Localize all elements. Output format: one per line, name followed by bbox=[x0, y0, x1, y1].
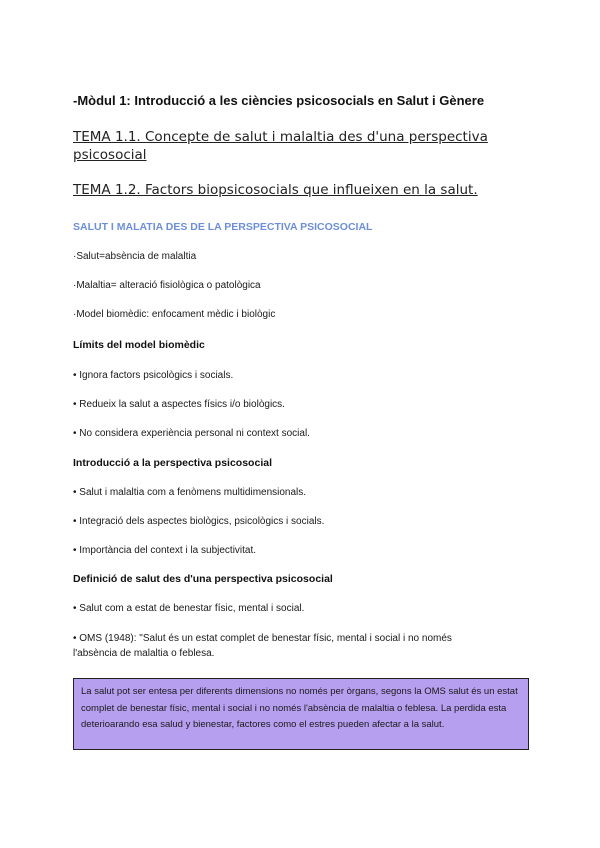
definition-model-biomedic: ·Model biomèdic: enfocament mèdic i biològic bbox=[73, 309, 276, 320]
tema-2-title: TEMA 1.2. Factors biopsicosocials que influeixen en la salut. bbox=[73, 182, 478, 198]
limits-heading: Límits del model biomèdic bbox=[73, 339, 205, 351]
limits-item: • Redueix la salut a aspectes físics i/o biològics. bbox=[73, 399, 285, 410]
definition-malaltia: ·Malaltia= alteració fisiològica o patològica bbox=[73, 280, 261, 291]
definition-salut: ·Salut=absència de malaltia bbox=[73, 251, 197, 262]
intro-item: • Salut i malaltia com a fenòmens multidimensionals. bbox=[73, 487, 307, 498]
limits-item: • No considera experiència personal ni context social. bbox=[73, 428, 310, 439]
limits-item: • Ignora factors psicològics i socials. bbox=[73, 370, 234, 381]
oms-definition: • OMS (1948): "Salut és un estat complet de benestar físic, mental i social i no només l'absència de malaltia o feblesa. bbox=[73, 633, 452, 659]
highlighted-note-box: La salut pot ser entesa per diferents dimensions no només per òrgans, segons la OMS salut és un estat complet de benestar físic, mental i social i no només l'absència de malaltia o feblesa. La perdida esta deterioarando esa salud y bienestar, factores como el estres pueden afectar a la salut. bbox=[73, 678, 529, 750]
section-heading: SALUT I MALATIA DES DE LA PERSPECTIVA PSICOSOCIAL bbox=[73, 221, 373, 233]
intro-item: • Importància del context i la subjectivitat. bbox=[73, 545, 257, 556]
definicio-item: • Salut com a estat de benestar físic, mental i social. bbox=[73, 603, 305, 614]
module-title: -Mòdul 1: Introducció a les ciències psicosocials en Salut i Gènere bbox=[73, 93, 485, 108]
intro-heading: Introducció a la perspectiva psicosocial bbox=[73, 457, 272, 469]
intro-item: • Integració dels aspectes biològics, psicològics i socials. bbox=[73, 516, 325, 527]
definicio-heading: Definició de salut des d'una perspectiva psicosocial bbox=[73, 573, 333, 585]
tema-1-title: TEMA 1.1. Concepte de salut i malaltia des d'una perspectiva psicosocial bbox=[73, 129, 488, 163]
